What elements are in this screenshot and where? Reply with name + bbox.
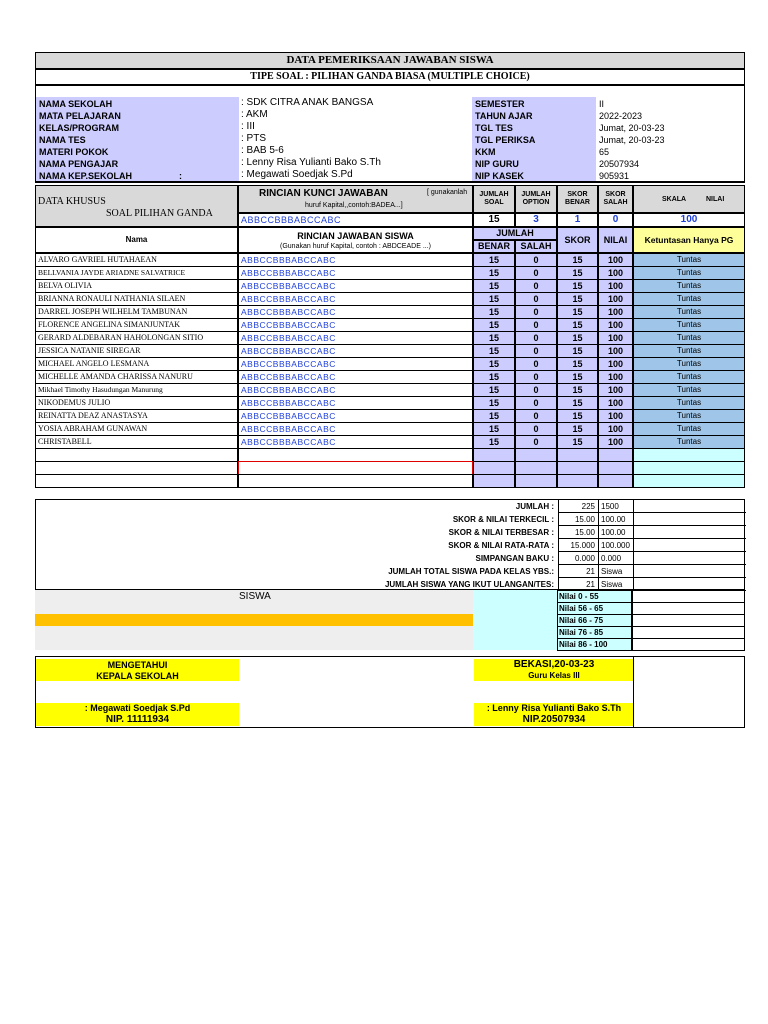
head-benar: BENAR	[473, 240, 515, 253]
student-answers[interactable]: ABBCCBBBABCCABC	[238, 383, 473, 397]
stat-nilai: Siswa	[599, 578, 634, 591]
table-row	[35, 305, 745, 318]
student-answers[interactable]: ABBCCBBBABCCABC	[238, 318, 473, 332]
guru-heading	[474, 659, 634, 681]
student-benar: 15	[473, 318, 515, 332]
stat-label: SKOR & NILAI RATA-RATA :	[448, 541, 554, 550]
stat-nilai: 100.00	[599, 513, 634, 526]
student-name: CHRISTABELL	[35, 435, 238, 449]
student-name: REINATTA DEAZ ANASTASYA	[35, 409, 238, 423]
student-salah: 0	[515, 292, 557, 306]
student-nilai: 100	[598, 318, 633, 332]
student-skor: 15	[557, 357, 598, 371]
table-cell	[473, 448, 515, 462]
student-answers[interactable]: ABBCCBBBABCCABC	[238, 357, 473, 371]
student-benar: 15	[473, 409, 515, 423]
student-status: Tuntas	[633, 253, 745, 267]
student-skor: 15	[557, 422, 598, 436]
student-nilai: 100	[598, 422, 633, 436]
table-cell	[598, 474, 633, 488]
table-row	[35, 448, 745, 461]
kasek-nip: NIP. 11111934	[36, 714, 239, 726]
rincian-kunci-label: RINCIAN KUNCI JAWABAN	[259, 188, 388, 199]
student-skor: 15	[557, 383, 598, 397]
student-name: FLORENCE ANGELINA SIMANJUNTAK	[35, 318, 238, 332]
v-jumlah-option[interactable]: 3	[515, 213, 557, 227]
student-skor: 15	[557, 370, 598, 384]
student-nilai: 100	[598, 305, 633, 319]
table-cell	[35, 461, 238, 475]
table-cell[interactable]	[238, 461, 473, 475]
kasek-name: : Megawati Soedjak S.Pd	[36, 703, 239, 714]
page-subtitle: TIPE SOAL : PILIHAN GANDA BIASA (MULTIPLE CHOICE)	[35, 69, 745, 85]
table-row	[35, 266, 745, 279]
student-skor: 15	[557, 409, 598, 423]
table-cell	[35, 448, 238, 462]
stat-nilai: 1500	[599, 500, 634, 513]
mengetahui-label: MENGETAHUI	[107, 660, 168, 670]
header-spacer	[35, 85, 745, 97]
answer-key-input[interactable]: ABBCCBBBABCCABC	[238, 213, 473, 227]
student-status: Tuntas	[633, 344, 745, 358]
legend-range: Nilai 0 - 55	[557, 590, 632, 603]
student-status: Tuntas	[633, 370, 745, 384]
student-answers[interactable]: ABBCCBBBABCCABC	[238, 396, 473, 410]
stat-nilai: Siswa	[599, 565, 634, 578]
table-row	[35, 435, 745, 448]
stat-label: JUMLAH SISWA YANG IKUT ULANGAN/TES:	[384, 580, 554, 589]
table-cell	[515, 474, 557, 488]
student-table-head	[35, 227, 745, 253]
table-cell	[633, 448, 745, 462]
table-cell	[473, 474, 515, 488]
student-name: ALVARO GAVRIEL HUTAHAEAN	[35, 253, 238, 267]
rincian-kunci-note1: [ gunakanlah	[427, 189, 468, 196]
student-answers[interactable]: ABBCCBBBABCCABC	[238, 253, 473, 267]
h-skala-nilai	[633, 185, 745, 213]
student-benar: 15	[473, 422, 515, 436]
info-value[interactable]: : Megawati Soedjak S.Pd	[241, 169, 353, 180]
stats-block	[35, 499, 745, 590]
student-skor: 15	[557, 331, 598, 345]
head-jumlah: JUMLAH	[473, 227, 557, 240]
v-skor-salah[interactable]: 0	[598, 213, 633, 227]
table-row	[35, 409, 745, 422]
student-status: Tuntas	[633, 266, 745, 280]
info-label: MATERI POKOK	[39, 147, 109, 157]
table-cell[interactable]	[238, 448, 473, 462]
student-answers[interactable]: ABBCCBBBABCCABC	[238, 344, 473, 358]
guru-kelas-label: Guru Kelas III	[528, 671, 580, 680]
student-answers[interactable]: ABBCCBBBABCCABC	[238, 331, 473, 345]
table-cell	[598, 448, 633, 462]
table-cell	[557, 448, 598, 462]
legend-range: Nilai 86 - 100	[557, 638, 632, 651]
student-benar: 15	[473, 305, 515, 319]
h-skala: SKALA	[662, 196, 687, 203]
student-skor: 15	[557, 266, 598, 280]
student-name: BRIANNA RONAULI NATHANIA SILAEN	[35, 292, 238, 306]
student-salah: 0	[515, 357, 557, 371]
student-skor: 15	[557, 435, 598, 449]
student-nilai: 100	[598, 409, 633, 423]
place-date: BEKASI,20-03-23	[513, 659, 595, 670]
v-jumlah-soal[interactable]: 15	[473, 213, 515, 227]
table-row	[35, 344, 745, 357]
table-cell	[515, 461, 557, 475]
stat-skor: 21	[558, 578, 599, 591]
table-row	[35, 253, 745, 266]
h-jumlah-option: JUMLAH OPTION	[515, 185, 557, 213]
student-answers[interactable]: ABBCCBBBABCCABC	[238, 292, 473, 306]
info-label: TGL TES	[475, 123, 513, 133]
table-cell	[515, 448, 557, 462]
legend-cyan-block	[473, 590, 557, 650]
student-nilai: 100	[598, 279, 633, 293]
student-nilai: 100	[598, 292, 633, 306]
student-answers[interactable]: ABBCCBBBABCCABC	[238, 409, 473, 423]
student-benar: 15	[473, 357, 515, 371]
info-value[interactable]: Jumat, 20-03-23	[599, 123, 665, 133]
student-nilai: 100	[598, 331, 633, 345]
info-value[interactable]: 2022-2023	[599, 111, 643, 121]
student-benar: 15	[473, 383, 515, 397]
info-value[interactable]: II	[599, 99, 605, 109]
data-khusus-cell	[35, 185, 238, 227]
h-nilai: NILAI	[706, 196, 725, 203]
soal-pg-label: SOAL PILIHAN GANDA	[106, 208, 213, 219]
info-value[interactable]: : SDK CITRA ANAK BANGSA	[241, 97, 374, 108]
table-cell	[557, 474, 598, 488]
info-value[interactable]: : Lenny Risa Yulianti Bako S.Th	[241, 157, 381, 168]
stat-skor: 15.00	[558, 513, 599, 526]
legend-range: Nilai 66 - 75	[557, 614, 632, 627]
student-name: BELVA OLIVIA	[35, 279, 238, 293]
table-row	[35, 292, 745, 305]
info-label: KKM	[475, 147, 496, 157]
signature-block	[35, 656, 745, 728]
info-value[interactable]: 20507934	[599, 159, 640, 169]
table-row	[35, 396, 745, 409]
info-value[interactable]: Jumat, 20-03-23	[599, 135, 665, 145]
rincian-kunci-cell	[238, 185, 473, 213]
table-row	[35, 474, 745, 487]
student-answers[interactable]: ABBCCBBBABCCABC	[238, 370, 473, 384]
head-salah: SALAH	[515, 240, 557, 253]
student-status: Tuntas	[633, 357, 745, 371]
info-value[interactable]: : AKM	[241, 109, 268, 120]
legend-siswa: SISWA	[239, 591, 271, 602]
student-nilai: 100	[598, 370, 633, 384]
table-cell	[473, 461, 515, 475]
table-row	[35, 331, 745, 344]
info-block	[35, 97, 745, 183]
legend-range: Nilai 76 - 85	[557, 626, 632, 639]
student-status: Tuntas	[633, 409, 745, 423]
legend-range-value	[632, 638, 745, 651]
student-answers[interactable]: ABBCCBBBABCCABC	[238, 435, 473, 449]
stat-skor: 225	[558, 500, 599, 513]
student-name: BELLVANIA JAYDE ARIADNE SALVATRICE	[35, 266, 238, 280]
v-skala[interactable]: 100	[633, 213, 745, 227]
student-nilai: 100	[598, 383, 633, 397]
student-status: Tuntas	[633, 422, 745, 436]
student-benar: 15	[473, 292, 515, 306]
info-label: NAMA PENGAJAR	[39, 159, 119, 169]
head-nilai: NILAI	[598, 227, 633, 253]
student-skor: 15	[557, 318, 598, 332]
info-value[interactable]: : PTS	[241, 133, 267, 144]
stat-label: SKOR & NILAI TERBESAR :	[448, 528, 554, 537]
student-benar: 15	[473, 396, 515, 410]
info-value[interactable]: 905931	[599, 171, 630, 181]
head-rincian-note: (Gunakan huruf Kapital, contoh : ABDCEADE ...)	[280, 243, 431, 250]
student-nilai: 100	[598, 357, 633, 371]
student-salah: 0	[515, 370, 557, 384]
head-nama: Nama	[35, 227, 238, 253]
info-colon: :	[179, 171, 182, 181]
info-value[interactable]: 65	[599, 147, 610, 157]
student-salah: 0	[515, 266, 557, 280]
student-name: NIKODEMUS JULIO	[35, 396, 238, 410]
guru-name: : Lenny Risa Yulianti Bako S.Th	[474, 703, 634, 714]
student-status: Tuntas	[633, 331, 745, 345]
table-row	[35, 370, 745, 383]
student-answers[interactable]: ABBCCBBBABCCABC	[238, 422, 473, 436]
info-label: NAMA KEP.SEKOLAH	[39, 171, 133, 181]
info-label: NIP KASEK	[475, 171, 524, 181]
legend-grey-2	[35, 626, 473, 650]
student-skor: 15	[557, 344, 598, 358]
table-row	[35, 357, 745, 370]
h-jumlah-soal: JUMLAH SOAL	[473, 185, 515, 213]
head-ketuntasan: Ketuntasan Hanya PG	[633, 227, 745, 253]
stat-nilai: 100.000	[599, 539, 634, 552]
stat-skor: 21	[558, 565, 599, 578]
answer-key-block	[35, 185, 745, 227]
student-benar: 15	[473, 435, 515, 449]
table-row	[35, 279, 745, 292]
info-label: SEMESTER	[475, 99, 525, 109]
student-status: Tuntas	[633, 396, 745, 410]
student-skor: 15	[557, 396, 598, 410]
stat-label: JUMLAH TOTAL SISWA PADA KELAS YBS.:	[388, 567, 554, 576]
stat-label: JUMLAH :	[515, 502, 554, 511]
legend-gold-bar	[35, 614, 473, 626]
info-value[interactable]: : III	[241, 121, 255, 132]
page-title: DATA PEMERIKSAAN JAWABAN SISWA	[35, 52, 745, 69]
stat-skor: 0.000	[558, 552, 599, 565]
table-row	[35, 318, 745, 331]
student-benar: 15	[473, 253, 515, 267]
stat-label: SIMPANGAN BAKU :	[475, 554, 554, 563]
student-salah: 0	[515, 396, 557, 410]
kepala-sekolah-label: KEPALA SEKOLAH	[96, 671, 179, 681]
table-cell	[598, 461, 633, 475]
student-answers[interactable]: ABBCCBBBABCCABC	[238, 305, 473, 319]
stat-nilai: 100.00	[599, 526, 634, 539]
info-label: NIP GURU	[475, 159, 519, 169]
info-label: TAHUN AJAR	[475, 111, 533, 121]
info-label: NAMA SEKOLAH	[39, 99, 113, 109]
v-skor-benar[interactable]: 1	[557, 213, 598, 227]
student-salah: 0	[515, 409, 557, 423]
info-label: TGL PERIKSA	[475, 135, 536, 145]
student-status: Tuntas	[633, 305, 745, 319]
student-salah: 0	[515, 318, 557, 332]
data-khusus-label: DATA KHUSUS	[38, 196, 106, 207]
student-salah: 0	[515, 383, 557, 397]
stat-skor: 15.000	[558, 539, 599, 552]
student-salah: 0	[515, 422, 557, 436]
h-skor-salah: SKOR SALAH	[598, 185, 633, 213]
student-salah: 0	[515, 344, 557, 358]
student-salah: 0	[515, 253, 557, 267]
student-nilai: 100	[598, 266, 633, 280]
head-skor: SKOR	[557, 227, 598, 253]
head-rincian-label: RINCIAN JAWABAN SISWA	[297, 231, 414, 241]
student-benar: 15	[473, 331, 515, 345]
student-status: Tuntas	[633, 292, 745, 306]
student-benar: 15	[473, 279, 515, 293]
rincian-kunci-note2: huruf Kapital,,contoh:BADEA...]	[305, 202, 403, 209]
stat-label: SKOR & NILAI TERKECIL :	[452, 515, 554, 524]
student-salah: 0	[515, 331, 557, 345]
student-salah: 0	[515, 305, 557, 319]
student-nilai: 100	[598, 344, 633, 358]
table-cell[interactable]	[238, 474, 473, 488]
table-cell	[35, 474, 238, 488]
table-row	[35, 383, 745, 396]
info-value[interactable]: : BAB 5-6	[241, 145, 284, 156]
table-cell	[633, 461, 745, 475]
student-salah: 0	[515, 279, 557, 293]
student-benar: 15	[473, 266, 515, 280]
student-skor: 15	[557, 292, 598, 306]
info-label: MATA PELAJARAN	[39, 111, 121, 121]
h-skor-benar: SKOR BENAR	[557, 185, 598, 213]
student-name: MICHAEL ANGELO LESMANA	[35, 357, 238, 371]
student-name: JESSICA NATANIE SIREGAR	[35, 344, 238, 358]
student-skor: 15	[557, 305, 598, 319]
stat-skor: 15.00	[558, 526, 599, 539]
info-label: KELAS/PROGRAM	[39, 123, 120, 133]
student-nilai: 100	[598, 435, 633, 449]
student-nilai: 100	[598, 396, 633, 410]
info-label: NAMA TES	[39, 135, 86, 145]
student-status: Tuntas	[633, 279, 745, 293]
student-name: GERARD ALDEBARAN HAHOLONGAN SITIO	[35, 331, 238, 345]
stat-nilai: 0.000	[599, 552, 634, 565]
student-skor: 15	[557, 253, 598, 267]
table-cell	[633, 474, 745, 488]
student-status: Tuntas	[633, 383, 745, 397]
student-nilai: 100	[598, 253, 633, 267]
student-answers[interactable]: ABBCCBBBABCCABC	[238, 266, 473, 280]
table-row	[35, 461, 745, 474]
student-name: Mikhael Timothy Hasudungan Manurung	[35, 383, 238, 397]
legend-block	[35, 590, 745, 650]
student-skor: 15	[557, 279, 598, 293]
guru-nip: NIP.20507934	[474, 714, 634, 726]
kasek-heading	[36, 659, 239, 681]
legend-range: Nilai 56 - 65	[557, 602, 632, 615]
student-status: Tuntas	[633, 435, 745, 449]
signature-divider	[633, 657, 634, 727]
student-name: DARREL JOSEPH WILHELM TAMBUNAN	[35, 305, 238, 319]
head-rincian	[238, 227, 473, 253]
student-name: YOSIA ABRAHAM GUNAWAN	[35, 422, 238, 436]
table-cell	[557, 461, 598, 475]
student-benar: 15	[473, 344, 515, 358]
student-answers[interactable]: ABBCCBBBABCCABC	[238, 279, 473, 293]
student-status: Tuntas	[633, 318, 745, 332]
student-benar: 15	[473, 370, 515, 384]
table-row	[35, 422, 745, 435]
student-name: MICHELLE AMANDA CHARISSA NANURU	[35, 370, 238, 384]
student-salah: 0	[515, 435, 557, 449]
